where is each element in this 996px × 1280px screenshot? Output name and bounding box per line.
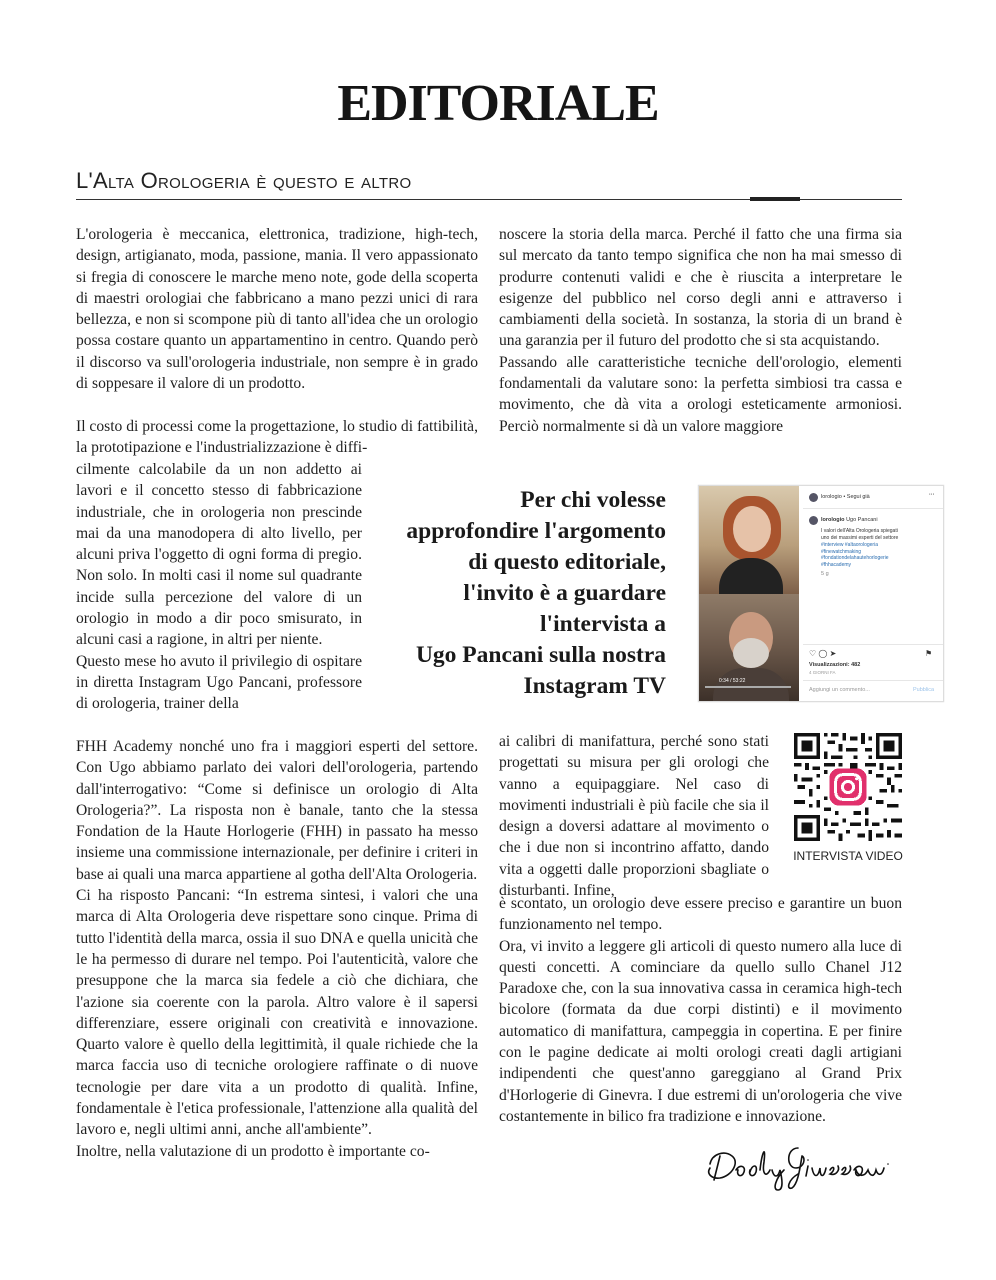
avatar [809, 493, 818, 502]
svg-text:Dody Giussani: Dody Giussani [702, 1134, 708, 1135]
paragraph: è scontato, un orologio deve essere preciso e garantire un buon funzionamento nel tempo. [499, 895, 902, 934]
paragraph: ai calibri di manifattura, perché sono stati progettati su misura per gli orologi che vanno a equipaggiare. Nel caso di movimenti industriali è più facile che sia il design a doversi adattare al movimento o che i due non si incontrino affatto, dando vita a oggetti dalle proporzioni sbagliate o disturbanti. Infine, [499, 733, 769, 900]
left-column-bottom [76, 736, 478, 1162]
post-age-short: 5 g [821, 571, 829, 577]
paragraph: cilmente calcolabile da un non addetto ai lavori e il concetto stesso di fabbricazione industriale, che in orologeria non prescinde mai da una manodopera di alto livello, per alcuni priva l'oggetto di ogni forma di pregio. Non solo. In molti casi il nome sul quadrante incide sulla percezione del valore di un orologio in modo a dir poco smisurato, in alcuni casi a ragione, in altri per niente. [76, 461, 362, 649]
author-name: Ugo Pancani [846, 517, 878, 523]
paragraph: Inoltre, nella valutazione di un prodotto è importante co- [76, 1142, 430, 1160]
paragraph: L'orologeria è meccanica, elettronica, tradizione, high-tech, design, artigianato, moda, passione, mania. Il vero appassionato si fregia di conoscere le marche meno note, gode della scoperta di maestri orologiai che fabbricano a mano pezzi unici di rara bellezza, e non si scompone più di tanto all'idea che un orologio possa costare quanto un appartamentino in centro. Quando però il discorso va sull'orologeria industriale, non sempre è in grado di soppesare il valore di un prodotto. [76, 226, 478, 393]
account-name: lorologio [821, 517, 845, 523]
pull-quote-line: l'intervista a [540, 611, 666, 637]
publish-button[interactable]: Pubblica [913, 687, 935, 693]
hashtag-link[interactable]: #fhhacademy [821, 561, 852, 568]
pull-quote-line: l'invito è a guardare [463, 580, 666, 606]
hashtag-link[interactable]: #finewatchmaking [821, 548, 862, 555]
paragraph: noscere la storia della marca. Perché il fatto che una firma sia sul mercato da tanto tempo significa che non ha mai smesso di produrre contenuti validi e che è riuscita a interpretare le esigenze del pubblico nel corso degli anni e attraverso i cambiamenti della società. In sostanza, la storia di un brand è una garanzia per il futuro del prodotto che si sta acquistando. [499, 226, 902, 350]
pull-quote-line: di questo editoriale, [468, 549, 666, 575]
qr-code[interactable] [794, 733, 902, 841]
instagram-account-follow: lorologio • Segui già [821, 494, 870, 500]
avatar [809, 516, 818, 525]
comment-input[interactable]: Aggiungi un commento... [809, 687, 870, 693]
caption-line: uno dei massimi esperti del settore [821, 534, 899, 541]
pull-quote-line: Per chi volesse [520, 487, 666, 513]
paragraph: Ora, vi invito a leggere gli articoli di questo numero alla luce di questi concetti. A cominciare da quello sullo Chanel J12 Paradoxe che, con la sua innovativa cassa in ceramica high-tech bicolore (formata da due corpi distinti) e il movimento automatico di manifattura, campeggia in copertina. E per finire con le pagine dedicate ai molti orologi creati dagli artigiani indipendenti che quest'anno gareggiano al Grand Prix d'Horlogerie di Ginevra. I due estremi di un'orologeria che vive costantemente in bilico fra tradizione e innovazione. [499, 937, 902, 1125]
action-icons [809, 649, 836, 658]
paragraph: Ci ha risposto Pancani: “In estrema sintesi, i valori che una marca di Alta Orologeria deve rispettare sono cinque. Prima di tutto l'identità della marca, ossia il suo DNA e quella unicità che le ha permesso di durare nel tempo. Poi l'autenticità, valore che presuppone che la marca sia fedele a ciò che dichiara, che l'azione sia coerente con la parola. Altro valore è il sapersi differenziare, essere originali con creatività e innovazione. Quarto valore è quello della legittimità, il quale richiede che la marca faccia uso di tecniche orologiere raffinate o di nuove tecnologie per dare vita a un prodotto di qualità. Infine, fondamentale è l'etica professionale, l'attenzione alla qualità del lavoro e, negli ultimi anni, anche all'ambiente”. [76, 887, 478, 1139]
paragraph: Questo mese ho avuto il privilegio di ospitare in diretta Instagram Ugo Pancani, professore di orologeria, trainer della [76, 652, 362, 713]
comment-icon[interactable]: ◯ [818, 649, 828, 658]
video-frame-host [699, 486, 799, 594]
post-age: 4 GIORNI FA [809, 670, 836, 675]
video-time: 0:34 / 53:22 [719, 678, 746, 684]
instagram-sidebar [803, 486, 943, 701]
bookmark-icon[interactable]: ⚑ [925, 649, 933, 658]
hashtag-link[interactable]: #fondationdelahautehorlogerie [821, 555, 889, 561]
pull-quote-line: Instagram TV [523, 673, 666, 699]
video-progress-bar [705, 686, 791, 688]
signature [702, 1134, 902, 1192]
instagram-account [821, 517, 878, 523]
page-title: EDITORIALE [337, 75, 659, 132]
divider [803, 508, 943, 509]
page-subtitle: L'Alta Orologeria è questo e altro [76, 168, 412, 193]
post-caption [821, 528, 898, 541]
right-column-top [499, 224, 902, 437]
paragraph: Passando alle caratteristiche tecniche dell'orologio, elementi fondamentali da valutare sono: la perfetta simbiosi tra cassa e movimento, che dà vita a orologi esteticamente armoniosi. Perciò normalmente si dà un valore maggiore [499, 353, 902, 435]
instagram-post-screenshot [698, 485, 944, 702]
left-column-p2-wrap [76, 459, 362, 715]
pull-quote-line: Ugo Pancani sulla nostra [415, 642, 666, 668]
pull-quote-line: approfondire l'argomento [406, 518, 666, 544]
paragraph: Il costo di processi come la progettazione, lo studio di fattibilità, la prototipazione e l'industrializzazione è diffi- [76, 418, 478, 457]
pull-quote [370, 485, 666, 702]
divider [803, 680, 943, 681]
hashtag-link[interactable]: #interview #altaorologeria [821, 542, 878, 548]
left-column-p2-start [76, 416, 478, 458]
post-hashtags [821, 542, 889, 568]
share-icon[interactable]: ➤ [829, 649, 837, 658]
qr-label: INTERVISTA VIDEO [793, 849, 903, 863]
more-icon[interactable]: ··· [929, 492, 935, 498]
caption-line: I valori dell'Alta Orologeria spiegati [821, 528, 898, 534]
divider [803, 644, 943, 645]
paragraph: FHH Academy nonché uno fra i maggiori esperti del settore. Con Ugo abbiamo parlato dei valori dell'orologeria, partendo dall'interrogativo: “Come si definisce un orologio di Alta Orologeria?”. La risposta non è banale, tanto che la stessa Fondation de la Haute Horlogerie (FHH) in passato ha messo insieme una commissione internazionale, per definire i criteri in base ai quali una marca appartiene al gotha dell'Alta Orologeria. [76, 738, 478, 883]
right-column-bottom [499, 893, 902, 1127]
header-divider-accent [750, 197, 800, 201]
right-column-wrap [499, 731, 769, 901]
heart-icon[interactable]: ♡ [809, 649, 817, 658]
left-column-top [76, 224, 478, 394]
view-count: Visualizzazioni: 482 [809, 662, 861, 668]
video-frame-guest [699, 594, 799, 701]
